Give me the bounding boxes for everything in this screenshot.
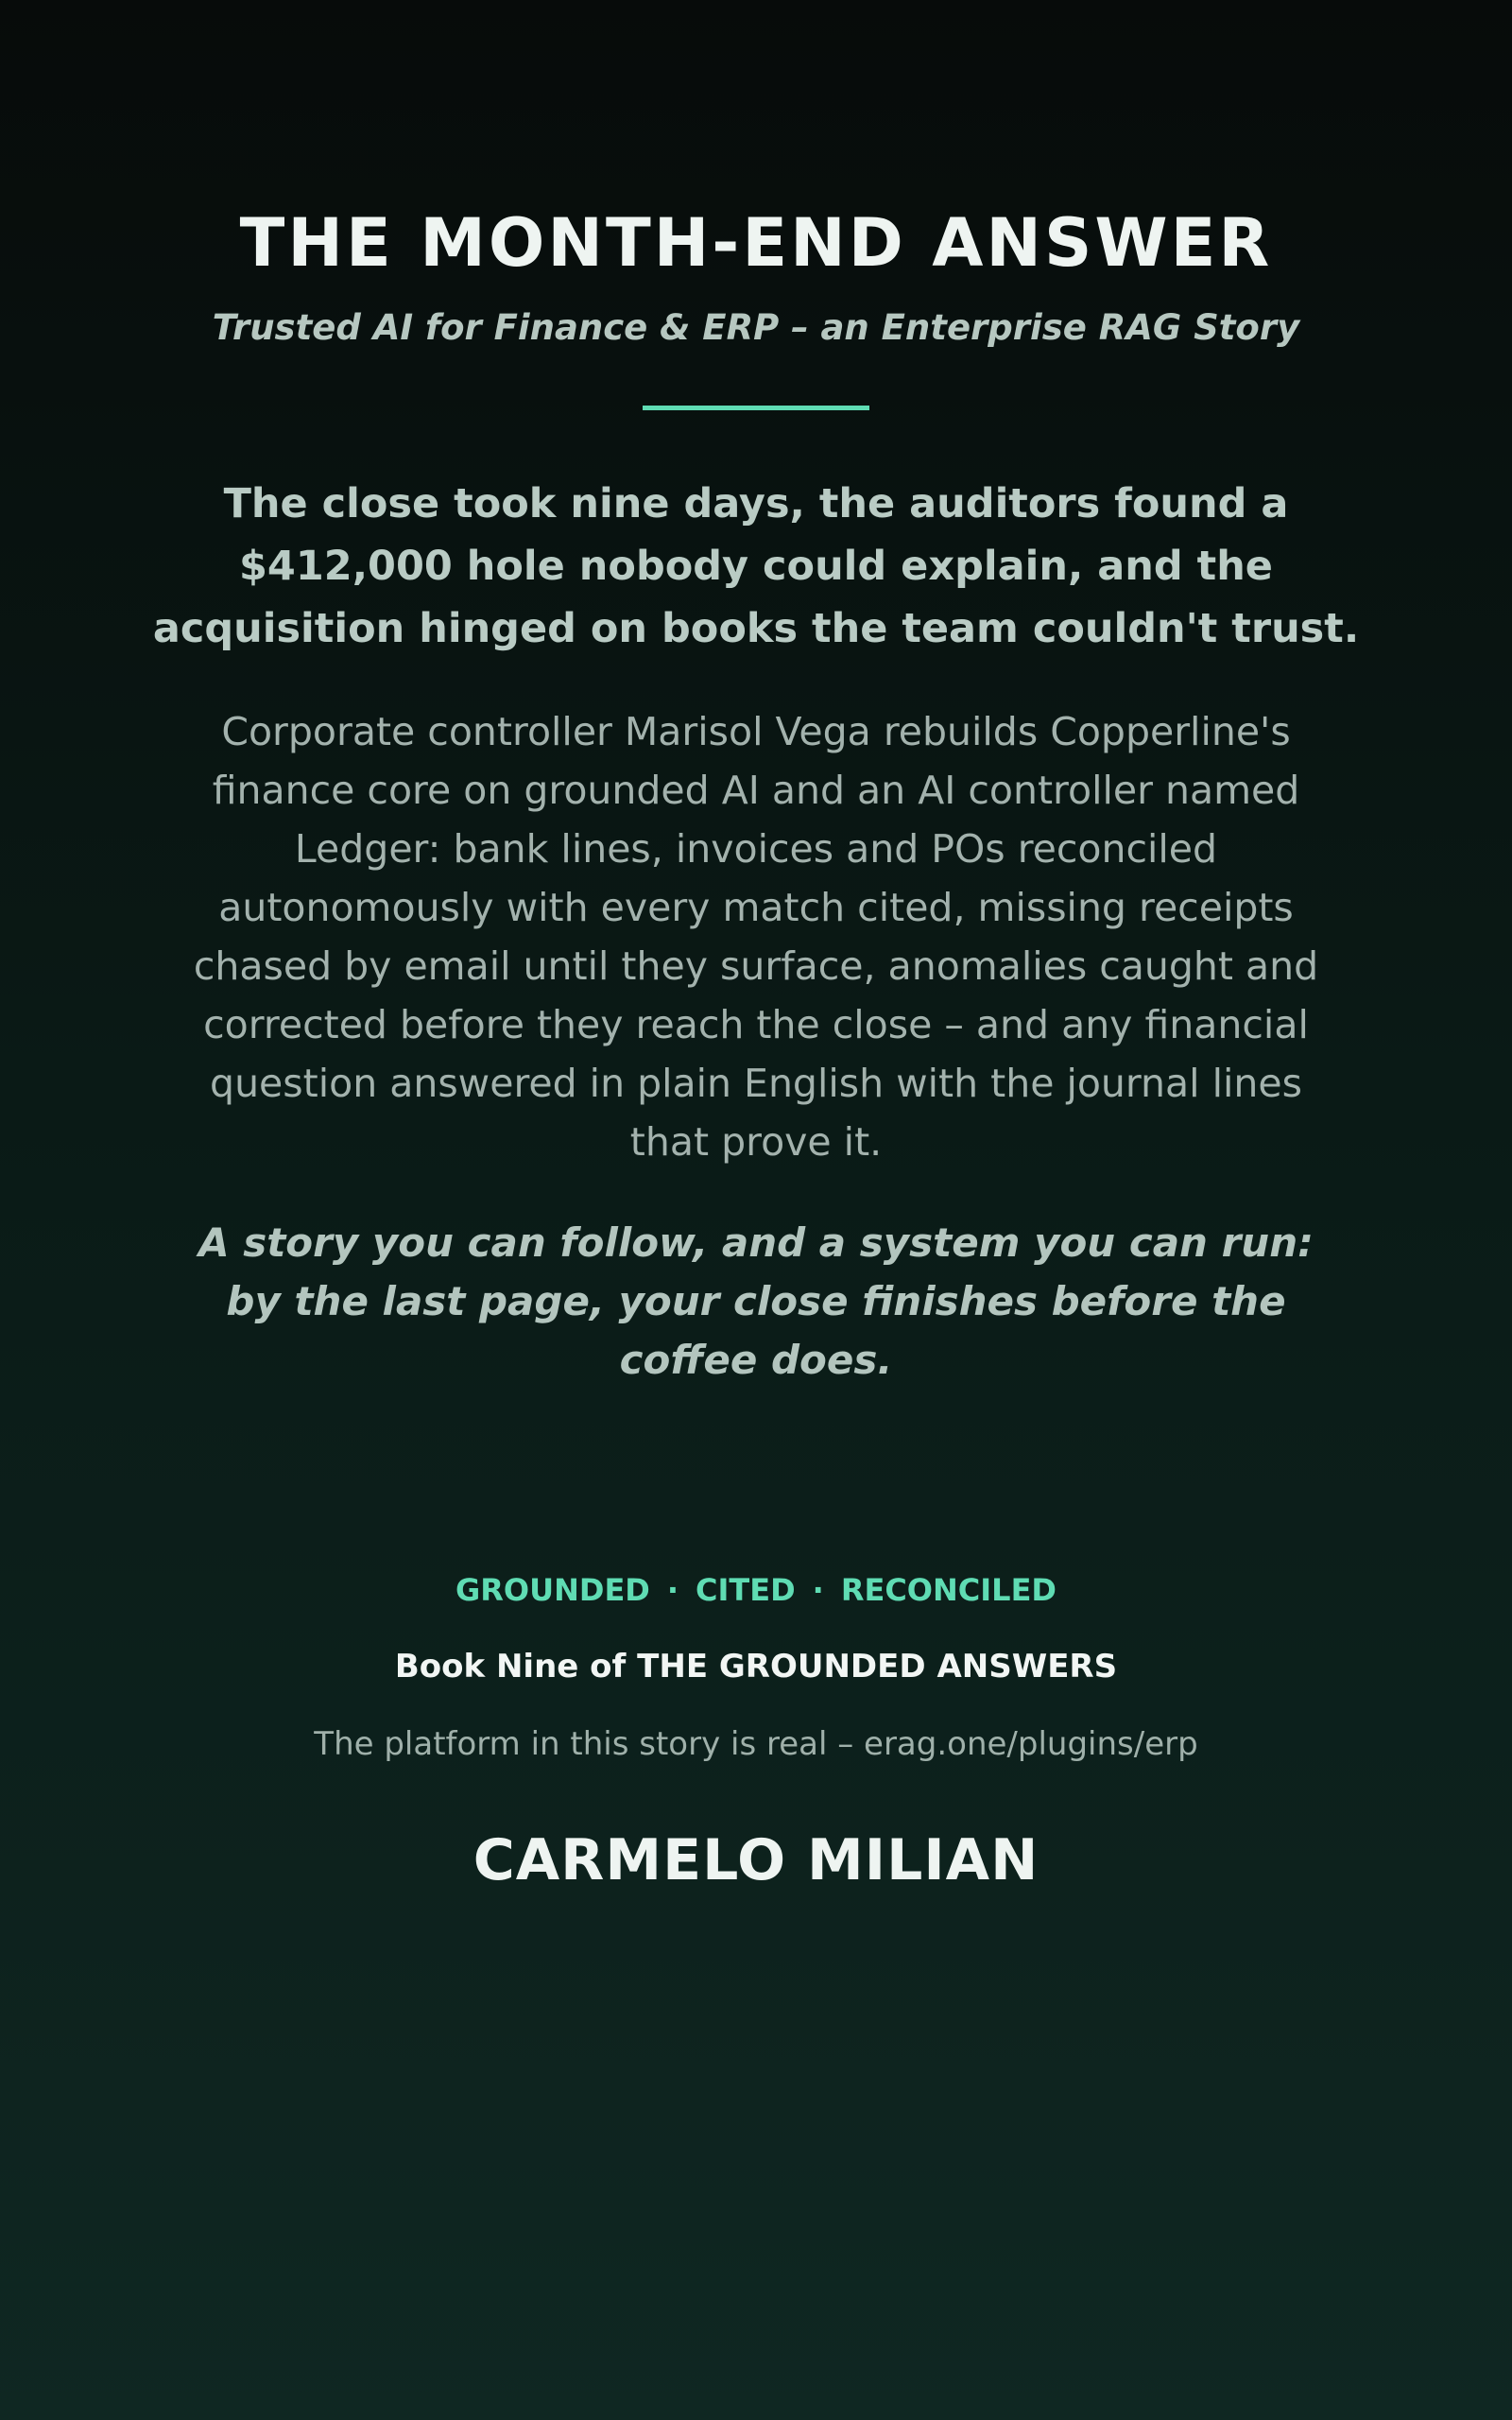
book-subtitle: Trusted AI for Finance & ERP – an Enterprise RAG Story [212, 307, 1300, 348]
badge-cited: CITED [696, 1572, 796, 1608]
tagline-paragraph: A story you can follow, and a system you can run: by the last page, your close finishes before the coffee does. [198, 1219, 1314, 1383]
series-line: Book Nine of THE GROUNDED ANSWERS [394, 1648, 1118, 1685]
accent-divider [643, 406, 869, 410]
lede-paragraph: The close took nine days, the auditors found a $412,000 hole nobody could explain, and the acquisition hinged on books the team couldn't trust. [152, 480, 1360, 652]
platform-line: The platform in this story is real – erag.one/plugins/erp [314, 1725, 1198, 1763]
book-title: THE MONTH-END ANSWER [239, 204, 1273, 282]
badge-grounded: GROUNDED [455, 1572, 650, 1608]
badge-separator: · [812, 1572, 824, 1608]
keyword-badges [0, 1567, 1512, 1613]
author-name: CARMELO MILIAN [472, 1827, 1040, 1893]
badge-separator: · [666, 1572, 679, 1608]
synopsis-paragraph: Corporate controller Marisol Vega rebuilds Copperline's finance core on grounded AI and an AI controller named Ledger: bank lines, invoices and POs reconciled autonomously with every match cited, missing receipts chased by email until they surface, anomalies caught and corrected before they reach the close – and any financial question answered in plain English with the journal lines that prove it. [193, 709, 1319, 1165]
badge-reconciled: RECONCILED [840, 1572, 1057, 1608]
